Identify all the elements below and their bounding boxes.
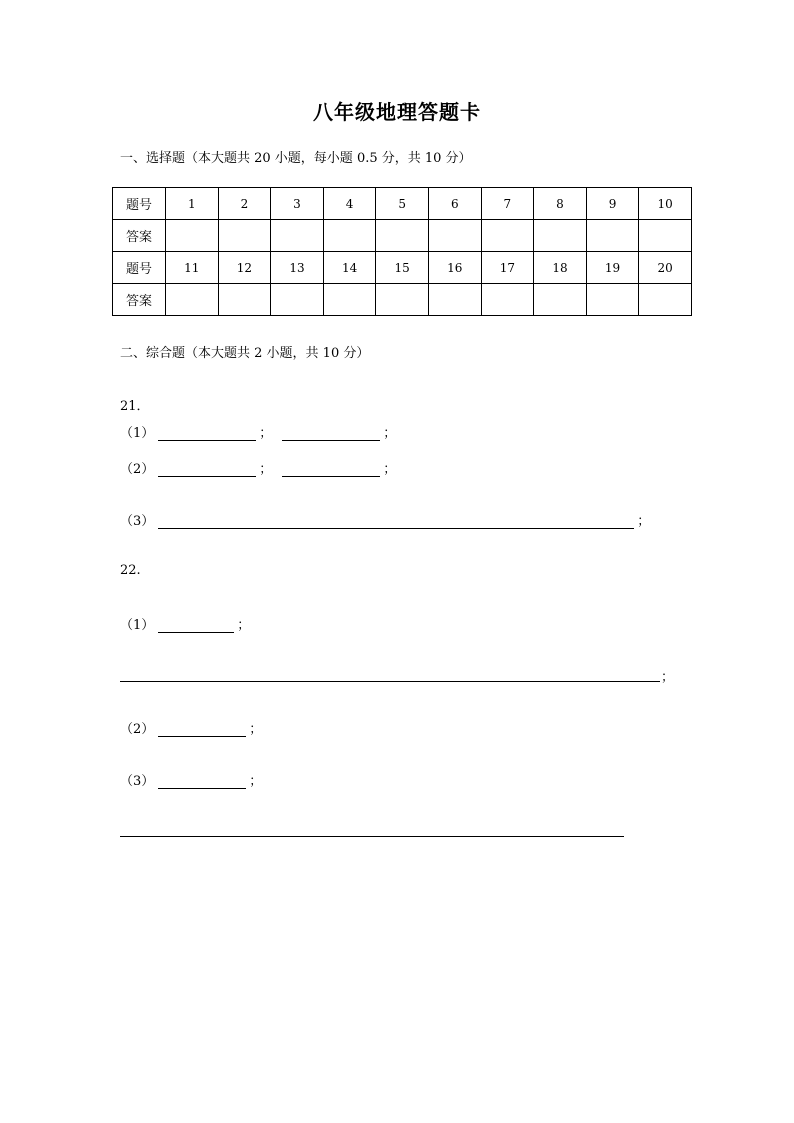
row-header-label: 题号: [113, 252, 166, 284]
part-number: （2）: [120, 462, 155, 477]
part-number: （2）: [120, 722, 155, 737]
question-number: 17: [481, 252, 534, 284]
table-row-answers-1: [113, 220, 692, 252]
choice-answer-table: [112, 187, 692, 316]
answer-cell[interactable]: [481, 220, 534, 252]
question-21-label: 21．: [120, 399, 150, 414]
q22-part2-row: [120, 718, 272, 737]
part-number: （3）: [120, 774, 155, 789]
question-22-label: 22.: [120, 563, 141, 578]
question-number: 3: [271, 188, 324, 220]
answer-cell[interactable]: [271, 220, 324, 252]
row-answer-label: 答案: [113, 220, 166, 252]
answer-cell[interactable]: [586, 220, 639, 252]
part-number: （1）: [120, 426, 155, 441]
answer-cell[interactable]: [323, 284, 376, 316]
part-number: （1）: [120, 618, 155, 633]
answer-line[interactable]: [120, 681, 660, 682]
question-number: 18: [534, 252, 587, 284]
section-choice-heading: 一、选择题（本大题共 20 小题，每小题 0.5 分，共 10 分）: [120, 151, 472, 166]
question-number: 11: [166, 252, 219, 284]
section-comprehensive-heading: 二、综合题（本大题共 2 小题，共 10 分）: [120, 346, 370, 361]
question-number: 10: [639, 188, 692, 220]
q21-part3-row: [120, 510, 660, 529]
table-row-answers-2: [113, 284, 692, 316]
table-row-numbers-2: [113, 252, 692, 284]
answer-cell[interactable]: [271, 284, 324, 316]
row-header-label: 题号: [113, 188, 166, 220]
question-number: 14: [323, 252, 376, 284]
answer-blank[interactable]: [158, 462, 256, 477]
separator: ；: [661, 670, 675, 685]
separator: ；: [259, 462, 273, 477]
separator: ；: [237, 618, 251, 633]
question-number: 8: [534, 188, 587, 220]
answer-cell[interactable]: [376, 284, 429, 316]
question-number: 5: [376, 188, 429, 220]
answer-cell[interactable]: [376, 220, 429, 252]
answer-line[interactable]: [120, 836, 624, 837]
answer-blank[interactable]: [282, 426, 380, 441]
answer-blank[interactable]: [282, 462, 380, 477]
separator: ；: [383, 462, 397, 477]
question-number: 7: [481, 188, 534, 220]
answer-cell[interactable]: [639, 284, 692, 316]
answer-blank[interactable]: [158, 618, 234, 633]
page-title: 八年级地理答题卡: [313, 100, 481, 124]
separator: ；: [249, 774, 263, 789]
answer-cell[interactable]: [166, 284, 219, 316]
answer-cell[interactable]: [323, 220, 376, 252]
answer-cell[interactable]: [534, 220, 587, 252]
question-number: 1: [166, 188, 219, 220]
answer-cell[interactable]: [218, 220, 271, 252]
row-answer-label: 答案: [113, 284, 166, 316]
question-number: 15: [376, 252, 429, 284]
answer-cell[interactable]: [428, 220, 481, 252]
question-number: 20: [639, 252, 692, 284]
q22-part1-row: [120, 614, 260, 633]
question-number: 12: [218, 252, 271, 284]
answer-cell[interactable]: [166, 220, 219, 252]
question-number: 6: [428, 188, 481, 220]
question-number: 16: [428, 252, 481, 284]
q21-part1-row: [120, 422, 406, 441]
q22-part3-row: [120, 770, 272, 789]
question-number: 13: [271, 252, 324, 284]
answer-cell[interactable]: [586, 284, 639, 316]
answer-blank[interactable]: [158, 426, 256, 441]
answer-blank[interactable]: [158, 774, 246, 789]
question-number: 9: [586, 188, 639, 220]
answer-cell[interactable]: [534, 284, 587, 316]
answer-cell[interactable]: [481, 284, 534, 316]
answer-blank[interactable]: [158, 514, 634, 529]
answer-blank[interactable]: [158, 722, 246, 737]
question-number: 2: [218, 188, 271, 220]
answer-cell[interactable]: [218, 284, 271, 316]
answer-cell[interactable]: [428, 284, 481, 316]
table-row-numbers-1: [113, 188, 692, 220]
separator: ；: [249, 722, 263, 737]
question-number: 19: [586, 252, 639, 284]
question-number: 4: [323, 188, 376, 220]
separator: ；: [637, 514, 651, 529]
separator: ；: [259, 426, 273, 441]
separator: ；: [383, 426, 397, 441]
part-number: （3）: [120, 514, 155, 529]
answer-cell[interactable]: [639, 220, 692, 252]
q21-part2-row: [120, 458, 406, 477]
